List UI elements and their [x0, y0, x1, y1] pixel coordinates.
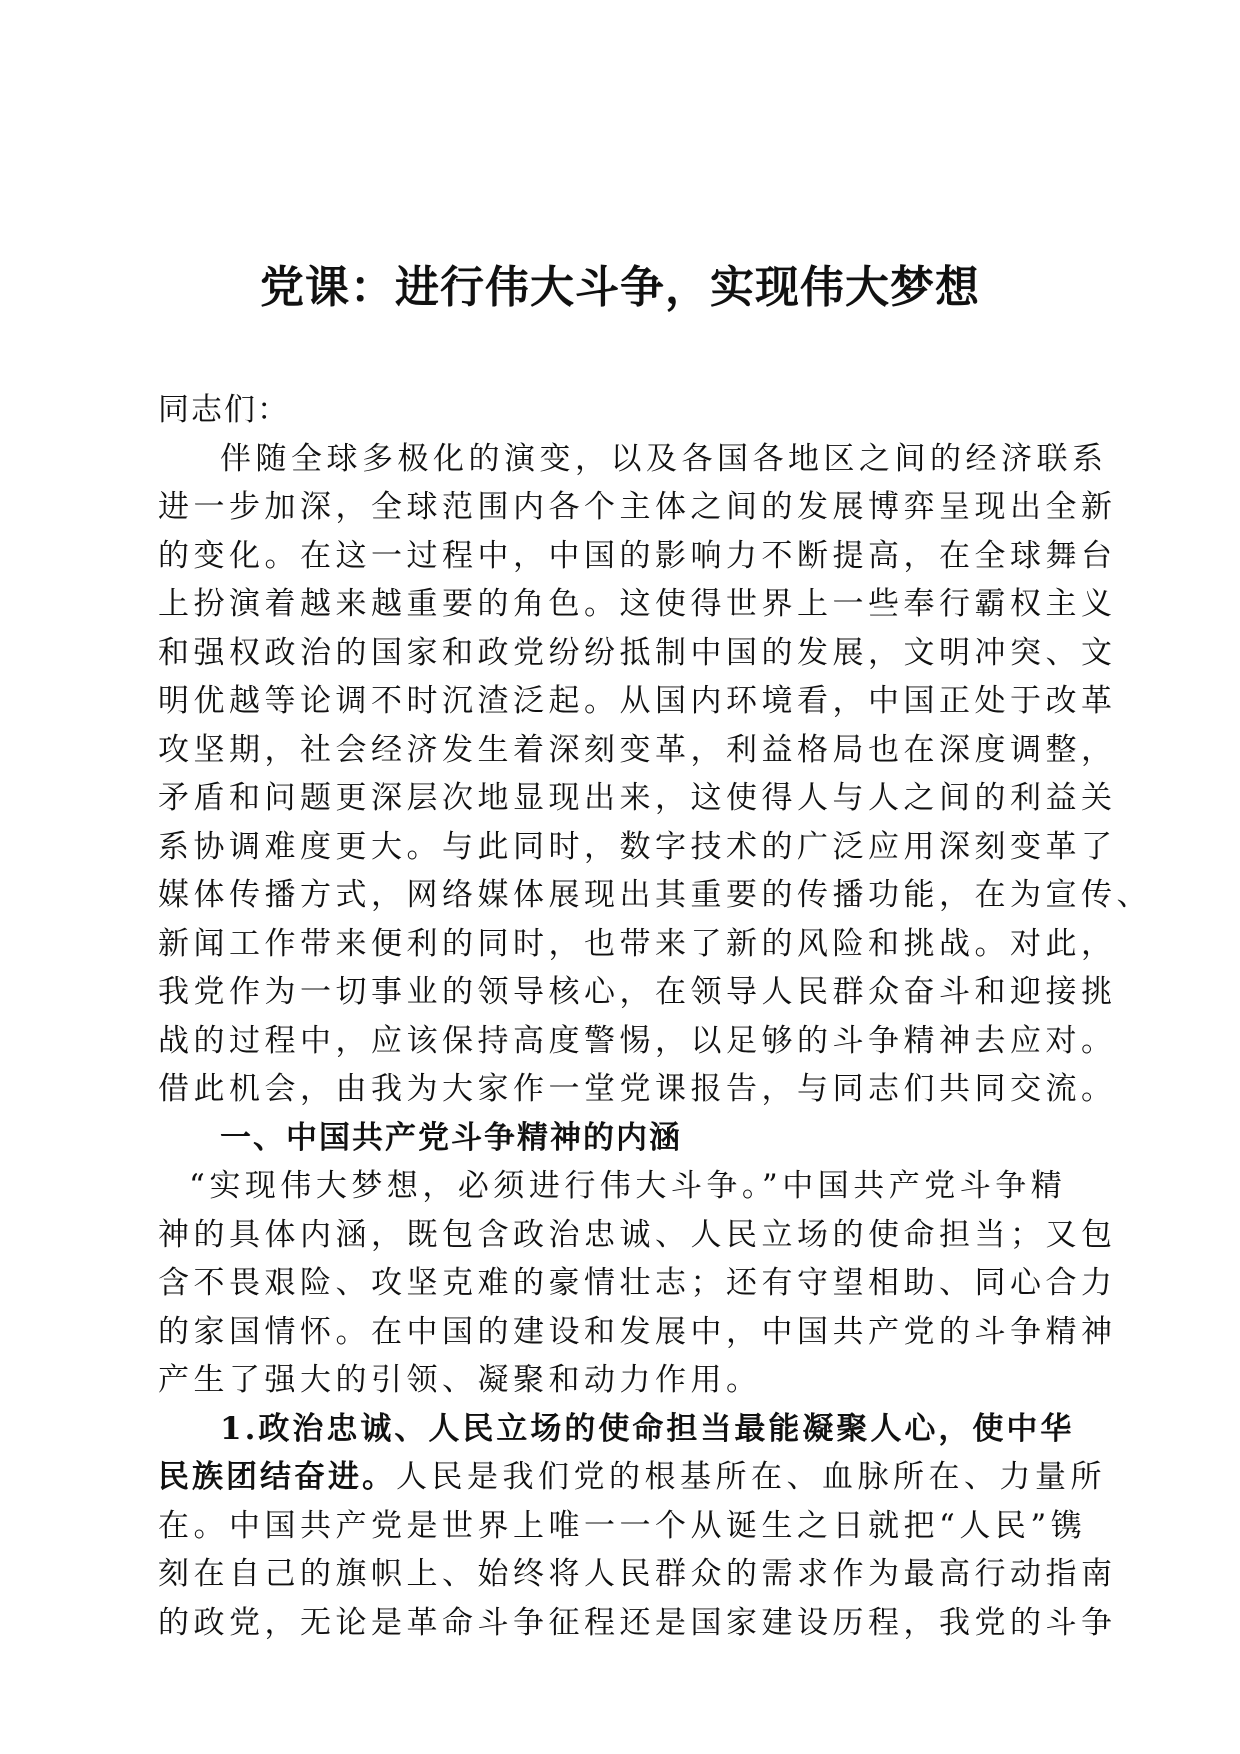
intro-paragraph: [158, 435, 1152, 1114]
text-line: 神的具体内涵，既包含政治忠诚、人民立场的使命担当；又包: [158, 1216, 1117, 1253]
salutation-text: 同志们：: [158, 392, 290, 428]
salutation: [158, 386, 1078, 435]
text-line: 新闻工作带来便利的同时，也带来了新的风险和挑战。对此，: [158, 925, 1117, 962]
section-heading: [158, 1114, 1078, 1163]
text-line: 媒体传播方式，网络媒体展现出其重要的传播功能，在为宣传、: [158, 877, 1152, 913]
section-paragraph: [158, 1162, 1117, 1405]
text-line: 战的过程中，应该保持高度警惕，以足够的斗争精神去应对。: [158, 1022, 1117, 1059]
text-line: 刻在自己的旗帜上、始终将人民群众的需求作为最高行动指南: [158, 1556, 1117, 1592]
point-1-text: 人民是我们党的根基所在、血脉所在、力量所: [396, 1459, 1106, 1495]
text-line: 在。中国共产党是世界上唯一一个从诞生之日就把“人民”镌: [158, 1507, 1087, 1544]
text-line: 含不畏艰险、攻坚克难的豪情壮志；还有守望相助、同心合力: [158, 1265, 1117, 1301]
text-line: [158, 1453, 1106, 1502]
section-heading-text: 一、中国共产党斗争精神的内涵: [220, 1119, 682, 1156]
text-line: 的家国情怀。在中国的建设和发展中，中国共产党的斗争精神: [158, 1313, 1117, 1350]
text-line: 上扮演着越来越重要的角色。这使得世界上一些奉行霸权主义: [158, 586, 1117, 622]
document-title: 党课：进行伟大斗争，实现伟大梦想: [260, 262, 980, 313]
point-1-heading-end: 民族团结奋进。: [158, 1459, 396, 1495]
document-body: [158, 386, 1152, 1647]
text-line: 伴随全球多极化的演变，以及各国各地区之间的经济联系: [220, 440, 1108, 477]
point-1-paragraph: [158, 1405, 1117, 1648]
text-line: 的变化。在这一过程中，中国的影响力不断提高，在全球舞台: [158, 537, 1117, 574]
text-line: “实现伟大梦想，必须进行伟大斗争。”中国共产党斗争精: [189, 1168, 1067, 1204]
text-line: 和强权政治的国家和政党纷纷抵制中国的发展，文明冲突、文: [158, 634, 1117, 671]
text-line: 明优越等论调不时沉渣泛起。从国内环境看，中国正处于改革: [158, 683, 1117, 719]
point-1-heading: 1.政治忠诚、人民立场的使命担当最能凝聚人心，使中华: [220, 1410, 1075, 1447]
text-line: 产生了强大的引领、凝聚和动力作用。: [158, 1362, 762, 1398]
text-line: 我党作为一切事业的领导核心，在领导人民群众奋斗和迎接挑: [158, 974, 1117, 1010]
text-line: 进一步加深，全球范围内各个主体之间的发展博弈呈现出全新: [158, 489, 1117, 525]
text-line: 借此机会，由我为大家作一堂党课报告，与同志们共同交流。: [158, 1071, 1117, 1107]
text-line: 矛盾和问题更深层次地显现出来，这使得人与人之间的利益关: [158, 780, 1117, 816]
text-line: 系协调难度更大。与此同时，数字技术的广泛应用深刻变革了: [158, 828, 1117, 865]
text-line: 攻坚期，社会经济发生着深刻变革，利益格局也在深度调整，: [158, 731, 1117, 768]
text-line: 的政党，无论是革命斗争征程还是国家建设历程，我党的斗争: [158, 1604, 1117, 1641]
